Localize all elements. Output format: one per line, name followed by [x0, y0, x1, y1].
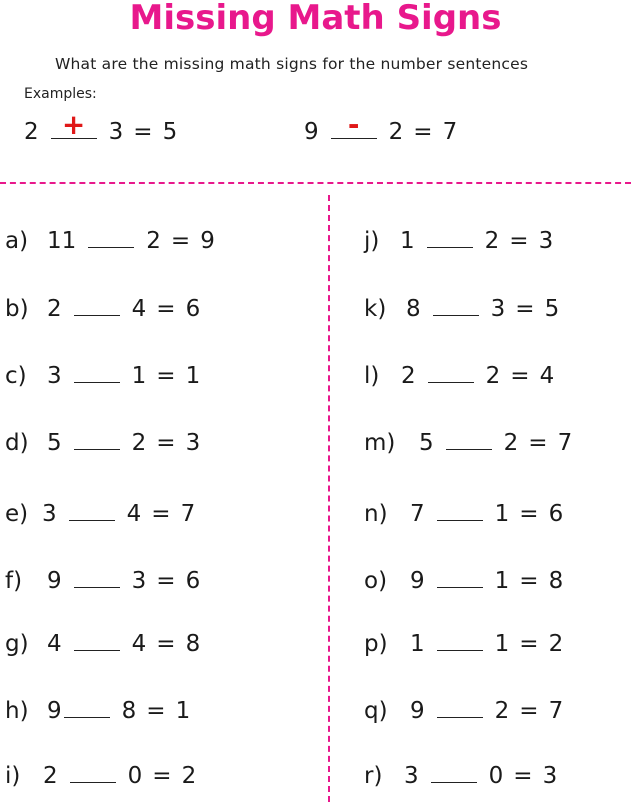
equals-sign: = [519, 568, 539, 594]
operand-b: 2 [485, 363, 501, 389]
problem-l [364, 363, 554, 389]
answer-blank[interactable] [446, 431, 492, 450]
operand-a: 11 [47, 228, 77, 254]
equals-sign: = [156, 363, 176, 389]
example-equals: = [413, 119, 433, 145]
equals-sign: = [510, 363, 530, 389]
equals-sign: = [519, 631, 539, 657]
problem-j [364, 228, 553, 254]
example-answer-blank [51, 108, 97, 141]
problem-label: n) [364, 501, 388, 527]
problem-label: p) [364, 631, 388, 657]
result: 2 [548, 631, 564, 657]
operand-a: 5 [419, 430, 434, 456]
problem-label: o) [364, 568, 388, 594]
horizontal-divider [0, 182, 631, 184]
operand-a: 5 [47, 430, 62, 456]
vertical-divider [328, 195, 330, 802]
problem-label: c) [5, 363, 27, 389]
result: 1 [175, 698, 191, 724]
example-result: 5 [162, 119, 178, 145]
example-result: 7 [442, 119, 458, 145]
result: 9 [200, 228, 215, 254]
problem-m [364, 430, 572, 456]
example-operand-b: 2 [388, 119, 404, 145]
operand-b: 2 [146, 228, 161, 254]
result: 6 [185, 568, 201, 594]
equals-sign: = [519, 501, 539, 527]
result: 7 [180, 501, 196, 527]
problem-label: q) [364, 698, 388, 724]
operand-b: 1 [131, 363, 147, 389]
operand-b: 4 [131, 296, 147, 322]
example-operand-a: 9 [304, 119, 319, 145]
operand-b: 0 [488, 763, 504, 789]
result: 1 [185, 363, 201, 389]
problem-e [5, 501, 195, 527]
operand-a: 9 [410, 568, 425, 594]
problem-label: j) [364, 228, 380, 254]
result: 5 [544, 296, 560, 322]
problem-label: r) [364, 763, 383, 789]
problem-h [5, 698, 190, 724]
operand-b: 2 [131, 430, 147, 456]
problem-c [5, 363, 200, 389]
result: 6 [185, 296, 201, 322]
answer-blank[interactable] [433, 297, 479, 316]
problem-label: i) [5, 763, 21, 789]
operand-b: 8 [121, 698, 137, 724]
answer-blank[interactable] [64, 699, 110, 718]
operand-a: 2 [401, 363, 416, 389]
equals-sign: = [152, 763, 172, 789]
result: 2 [181, 763, 197, 789]
answer-blank[interactable] [70, 764, 116, 783]
example-sign: - [347, 108, 360, 141]
operand-b: 3 [131, 568, 147, 594]
equals-sign: = [528, 430, 548, 456]
problem-k [364, 296, 559, 322]
example-equals: = [133, 119, 153, 145]
equals-sign: = [151, 501, 171, 527]
answer-blank[interactable] [74, 569, 120, 588]
operand-b: 3 [490, 296, 506, 322]
example-1 [24, 108, 178, 145]
result: 8 [548, 568, 564, 594]
answer-blank[interactable] [74, 297, 120, 316]
problem-f [5, 568, 200, 594]
problem-g [5, 631, 200, 657]
problem-r [364, 763, 557, 789]
equals-sign: = [156, 568, 176, 594]
operand-a: 9 [47, 568, 62, 594]
problem-i [5, 763, 196, 789]
operand-b: 4 [131, 631, 147, 657]
problem-d [5, 430, 200, 456]
answer-blank[interactable] [74, 632, 120, 651]
example-answer-blank [331, 108, 377, 141]
example-operand-a: 2 [24, 119, 39, 145]
problem-label: e) [5, 501, 29, 527]
answer-blank[interactable] [437, 699, 483, 718]
operand-a: 8 [406, 296, 421, 322]
problem-label: b) [5, 296, 29, 322]
problem-p [364, 631, 563, 657]
operand-b: 2 [484, 228, 500, 254]
equals-sign: = [509, 228, 529, 254]
result: 4 [539, 363, 555, 389]
operand-a: 3 [404, 763, 419, 789]
problem-label: h) [5, 698, 29, 724]
answer-blank[interactable] [437, 502, 483, 521]
operand-a: 7 [410, 501, 425, 527]
page-title: Missing Math Signs [129, 0, 502, 38]
equals-sign: = [156, 430, 176, 456]
problem-label: d) [5, 430, 29, 456]
operand-a: 3 [47, 363, 62, 389]
result: 7 [548, 698, 564, 724]
operand-a: 1 [400, 228, 415, 254]
answer-blank[interactable] [427, 229, 473, 248]
equals-sign: = [156, 296, 176, 322]
operand-a: 1 [410, 631, 425, 657]
operand-a: 4 [47, 631, 62, 657]
operand-b: 0 [127, 763, 143, 789]
result: 7 [557, 430, 573, 456]
answer-blank[interactable] [74, 364, 120, 383]
equals-sign: = [513, 763, 533, 789]
operand-a: 9 [410, 698, 425, 724]
operand-a: 3 [42, 501, 57, 527]
answer-blank[interactable] [428, 364, 474, 383]
problem-label: m) [364, 430, 396, 456]
operand-b: 1 [494, 501, 510, 527]
problem-label: a) [5, 228, 29, 254]
answer-blank[interactable] [74, 431, 120, 450]
result: 6 [548, 501, 564, 527]
problem-q [364, 698, 563, 724]
answer-blank[interactable] [88, 229, 134, 248]
example-2 [304, 108, 458, 145]
operand-a: 9 [47, 698, 62, 724]
problem-label: g) [5, 631, 29, 657]
examples-label: Examples: [24, 86, 97, 102]
answer-blank[interactable] [69, 502, 115, 521]
problem-label: f) [5, 568, 23, 594]
problem-label: l) [364, 363, 380, 389]
operand-a: 2 [47, 296, 62, 322]
instructions: What are the missing math signs for the number sentences [55, 55, 529, 73]
equals-sign: = [170, 228, 191, 254]
result: 3 [185, 430, 201, 456]
equals-sign: = [519, 698, 539, 724]
answer-blank[interactable] [437, 632, 483, 651]
operand-b: 1 [494, 631, 510, 657]
problem-o [364, 568, 563, 594]
equals-sign: = [146, 698, 166, 724]
problem-label: k) [364, 296, 387, 322]
operand-b: 2 [494, 698, 510, 724]
result: 3 [538, 228, 554, 254]
result: 8 [185, 631, 201, 657]
problem-n [364, 501, 563, 527]
example-operand-b: 3 [108, 119, 124, 145]
result: 3 [542, 763, 558, 789]
operand-b: 2 [503, 430, 519, 456]
operand-b: 4 [126, 501, 142, 527]
operand-b: 1 [494, 568, 510, 594]
equals-sign: = [515, 296, 535, 322]
operand-a: 2 [43, 763, 58, 789]
example-sign: + [61, 108, 86, 141]
answer-blank[interactable] [431, 764, 477, 783]
answer-blank[interactable] [437, 569, 483, 588]
problem-a [5, 228, 215, 254]
equals-sign: = [156, 631, 176, 657]
problem-b [5, 296, 200, 322]
